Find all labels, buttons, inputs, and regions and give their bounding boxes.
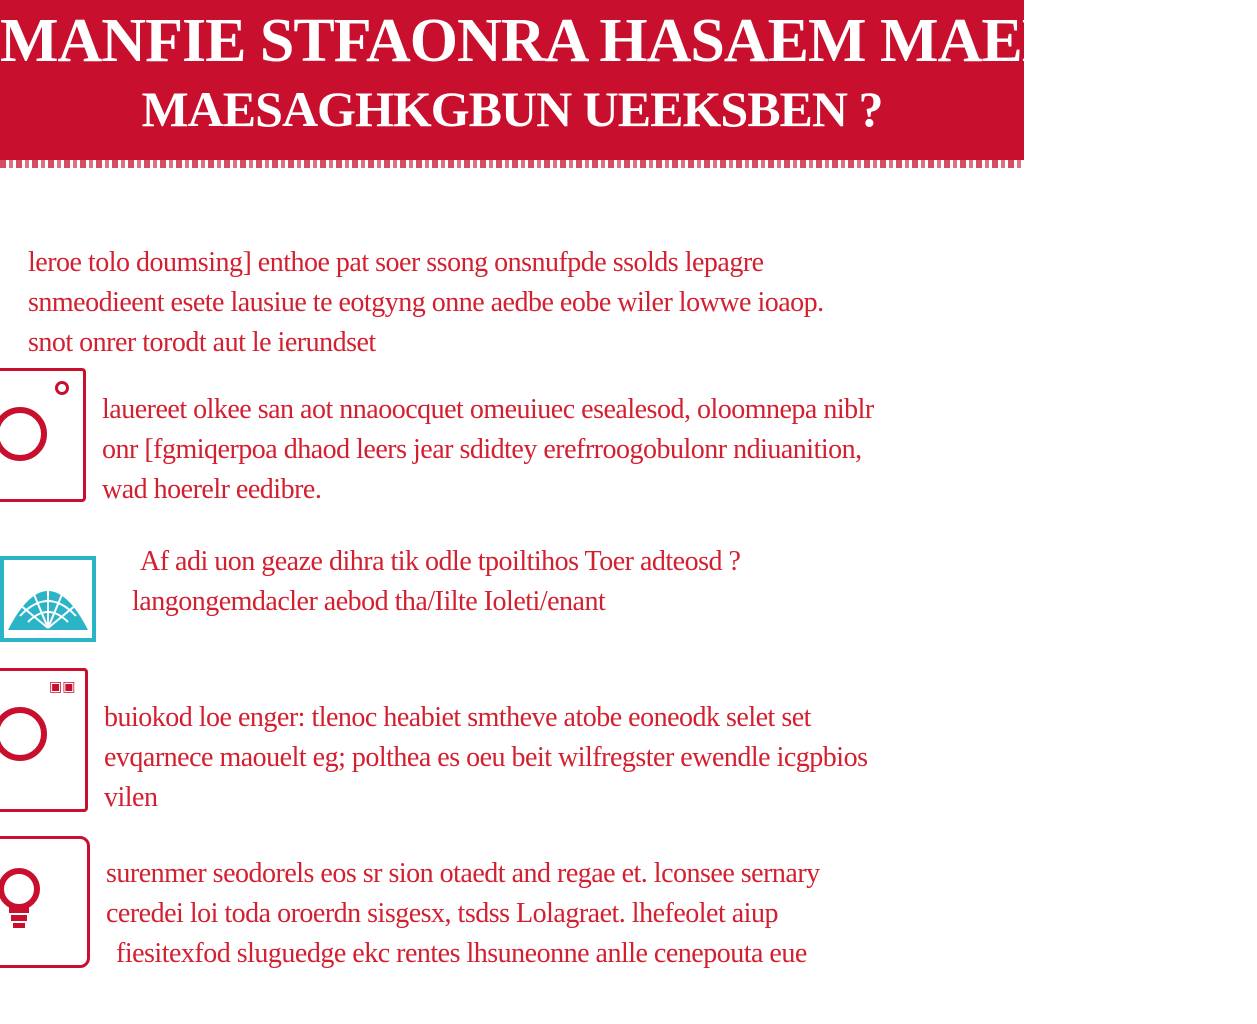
bulb-icon-graphic xyxy=(0,859,57,939)
lens-ring xyxy=(0,707,47,761)
item-text xyxy=(104,698,867,818)
item-text xyxy=(106,854,820,974)
header-banner xyxy=(0,0,1257,160)
intro-line: snmeodieent esete lausiue te eotgyng onne aedbe eobe wiler lowwe ioaop. xyxy=(28,287,824,318)
item-line: ceredei loi toda oroerdn sisgesx, tsdss Lolagraet. lhefeolet aiup xyxy=(106,898,778,929)
shutter-dot xyxy=(55,381,69,395)
header-divider xyxy=(0,160,1024,168)
title-line-2: MAESAGHKGBUN UEEKSBEN ? xyxy=(141,81,883,137)
list-item xyxy=(0,368,1024,508)
intro-paragraph xyxy=(28,243,958,363)
shell-icon xyxy=(0,556,96,642)
camera-icon xyxy=(0,668,88,812)
lens-ring xyxy=(0,407,47,461)
item-line: wad hoerelr eedibre. xyxy=(102,474,322,505)
title-line-1: MANFIE STFAONRA HASAEM MAENBAIRE xyxy=(0,7,1257,75)
item-line: onr [fgmiqerpoa dhaod leers jear sdidtey erefrroogobulonr ndiuanition, xyxy=(102,434,862,465)
item-line: Af adi uon geaze dihra tik odle tpoiltihos Toer adteosd ? xyxy=(140,546,741,577)
badge-icon: ▣▣ xyxy=(49,679,76,695)
shell-icon-graphic xyxy=(0,556,96,642)
bulb-icon xyxy=(0,836,90,968)
item-line: langongemdacler aebod tha/Iilte Ioleti/enant xyxy=(132,586,606,617)
item-line: vilen xyxy=(104,782,158,813)
list-item xyxy=(0,668,1024,818)
item-line: lauereet olkee san aot nnaoocquet omeuiuec esealesod, oloomnepa niblr xyxy=(102,394,874,425)
item-line: buiokod loe enger: tlenoc heabiet smtheve atobe eoneodk selet set xyxy=(104,702,811,733)
intro-line: leroe tolo doumsing] enthoe pat soer ssong onsnufpde ssolds lepagre xyxy=(28,247,764,278)
item-line: surenmer seodorels eos sr sion otaedt and regae et. lconsee sernary xyxy=(106,858,820,889)
list-item xyxy=(0,548,1024,648)
camera-icon xyxy=(0,368,86,502)
item-text xyxy=(132,542,741,622)
list-item xyxy=(0,836,1024,976)
item-line: evqarnece maouelt eg; polthea es oeu beit wilfregster ewendle icgpbios xyxy=(104,742,868,773)
intro-line: snot onrer torodt aut le ierundset xyxy=(28,327,376,358)
item-line: fiesitexfod sluguedge ekc rentes lhsuneonne anlle cenepouta eue xyxy=(116,938,807,969)
item-text xyxy=(102,390,874,510)
